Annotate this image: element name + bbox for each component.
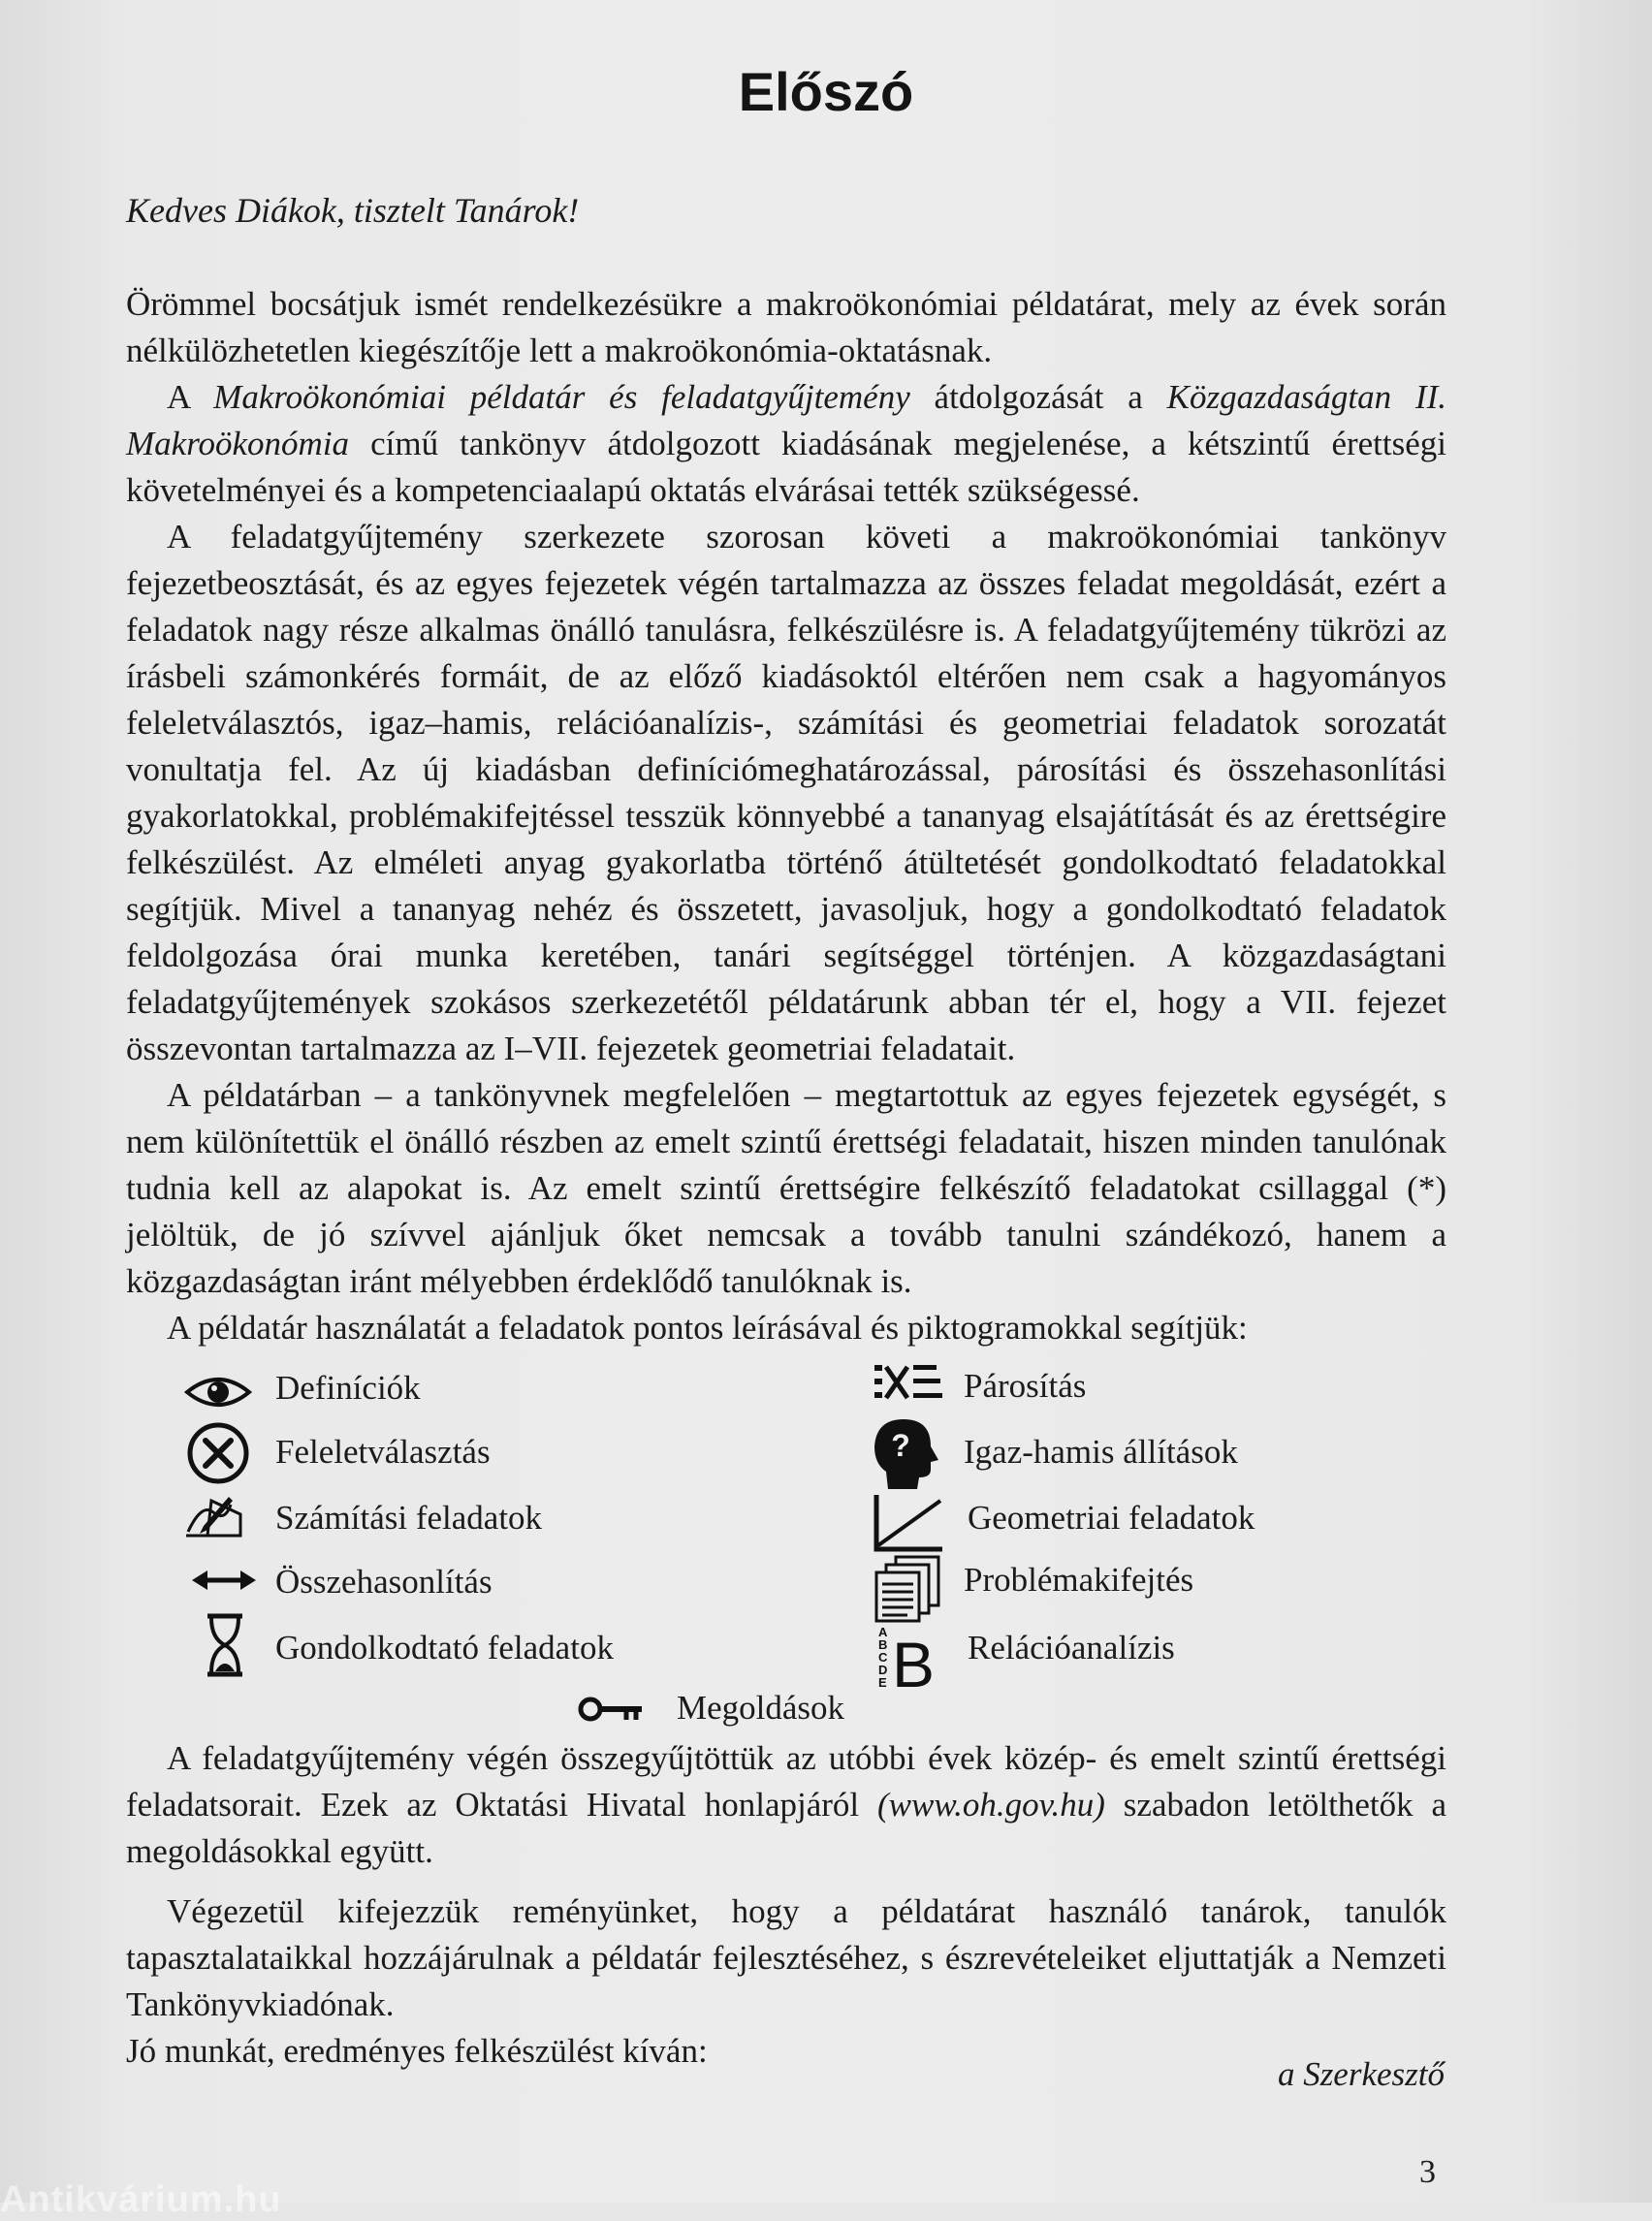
svg-text:B: B (878, 1637, 888, 1652)
paragraph-chapters: A példatárban – a tankönyvnek megfelelően – megtartottuk az egyes fejezetek egységét, s nem különítettük el önálló részben az emelt szintű érettségi feladatait, hiszen minden tanulónak tudnia kell az alapokat is. Az emelt szintű érettségire felkészítő feladatokat csillaggal (*) jelöltük, de jó szívvel ajánljuk őket nemcsak a tovább tanulni szándékozó, hanem a közgazdaságtan iránt mélyebben érdeklődő tanulóknak is. (126, 1076, 1446, 1300)
page-number: 3 (1419, 2154, 1436, 2190)
paragraph-pictograms-intro: A példatár használatát a feladatok pontos leírásával és piktogramokkal segítjük: (167, 1309, 1248, 1347)
text-run: A feladatgyűjtemény végén összegyűjtöttük az utóbbi évek közép- és emelt szintű érettségi feladatsorait. Ezek az Oktatási Hivatal honlapjáról (126, 1739, 1446, 1824)
legend-solutions: Megoldások (677, 1689, 845, 1727)
paragraph-block-2 (126, 1735, 1446, 2075)
svg-text:A: A (878, 1625, 888, 1639)
legend-matching: Párosítás (964, 1367, 1087, 1405)
legend-definitions: Definíciók (275, 1369, 421, 1407)
italic-textbook-title: Közgazdaságtan II. Makroökonómia (126, 378, 1446, 462)
svg-text:?: ? (891, 1428, 910, 1463)
text-run: A (167, 378, 214, 416)
legend-problem: Problémakifejtés (964, 1561, 1194, 1599)
circle-x-icon (186, 1421, 250, 1485)
writing-hand-icon (182, 1493, 254, 1539)
svg-text:D: D (878, 1663, 888, 1677)
graph-axes-icon (873, 1493, 944, 1553)
double-arrow-icon (190, 1569, 258, 1592)
signature: a Szerkesztő (1277, 2055, 1445, 2093)
italic-book-title: Makroökonómiai példatár és feladatgyűjtemény (213, 378, 910, 416)
key-icon (578, 1695, 646, 1724)
svg-text:E: E (878, 1675, 887, 1690)
svg-text:B: B (892, 1629, 936, 1691)
eye-icon (184, 1371, 252, 1413)
italic-website: (www.oh.gov.hu) (877, 1786, 1105, 1824)
paragraph-block-1 (126, 281, 1446, 1351)
salutation: Kedves Diákok, tisztelt Tanárok! (126, 191, 580, 230)
watermark: Antikvárium.hu (0, 2179, 282, 2220)
legend-relation: Relációanalízis (968, 1629, 1175, 1666)
hourglass-icon (204, 1613, 246, 1677)
legend-true-false: Igaz-hamis állítások (964, 1433, 1238, 1471)
text-run: című tankönyv átdolgozott kiadásának megjelenése, a kétszintű érettségi követelményei és a kompetenciaalapú oktatás elvárásai tették szükségessé. (126, 425, 1446, 509)
svg-text:C: C (878, 1650, 888, 1665)
matching-icon (873, 1361, 944, 1404)
paragraph-structure: A feladatgyűjtemény szerkezete szorosan követi a makroökonómiai tankönyv fejezetbeosztását, és az egyes fejezetek végén tartalmazza az összes feladat megoldását, ezért a feladatok nagy része alkalmas önálló tanulásra, felkészülésre is. A feladatgyűjtemény tükrözi az írásbeli számonkérés formáit, de az előző kiadásoktól eltérően nem csak a hagyományos feleletválasztós, igaz–hamis, relációanalízis-, számítási és geometriai feladatok sorozatát vonultatja fel. Az új kiadásban definíciómeghatározással, párosítási és összehasonlítási gyakorlatokkal, problémakifejtéssel tesszük könnyebbé a tananyag elsajátítását és az érettségire felkészülést. Az elméleti anyag gyakorlatba történő átültetését gondolkodtató feladatokkal segítjük. Mivel a tananyag nehéz és összetett, javasoljuk, hogy a gondolkodtató feladatok feldolgozása órai munka keretében, tanári segítséggel történjen. A közgazdaságtani feladatgyűjtemények szokásos szerkezetétől példatárunk abban tér el, hogy a VII. fejezet összevontan tartalmazza az I–VII. fejezetek geometriai feladatait. (126, 518, 1446, 1067)
legend-geometric: Geometriai feladatok (968, 1499, 1255, 1537)
legend-multiple-choice: Feleletválasztás (275, 1433, 491, 1471)
paragraph-revision (126, 374, 1446, 514)
paragraph-wishes: Jó munkát, eredményes felkészülést kíván: (126, 2032, 708, 2070)
paragraph-exam-tasks (126, 1735, 1446, 1875)
head-question-icon (871, 1417, 942, 1491)
page-title: Előszó (738, 61, 914, 122)
paragraph-closing: Végezetül kifejezzük reményünket, hogy a példatárat használó tanárok, tanulók tapasztalataikkal hozzájárulnak a példatár fejlesztéséhez, s észrevételeiket eljuttatják a Nemzeti Tankönyvkiadónak. (126, 1892, 1446, 2023)
stacked-pages-icon (873, 1555, 942, 1625)
legend-comparison: Összehasonlítás (275, 1563, 492, 1601)
legend-calculation: Számítási feladatok (275, 1499, 543, 1537)
legend-thinking: Gondolkodtató feladatok (275, 1629, 614, 1666)
text-run: szabadon letölthetők a megoldásokkal együtt. (126, 1786, 1446, 1870)
abcde-b-icon (873, 1623, 944, 1691)
paragraph-intro: Örömmel bocsátjuk ismét rendelkezésükre a makroökonómiai példatárat, mely az évek során nélkülözhetetlen kiegészítője lett a makroökonómia-oktatásnak. (126, 285, 1446, 369)
text-run: átdolgozását a (909, 378, 1167, 416)
